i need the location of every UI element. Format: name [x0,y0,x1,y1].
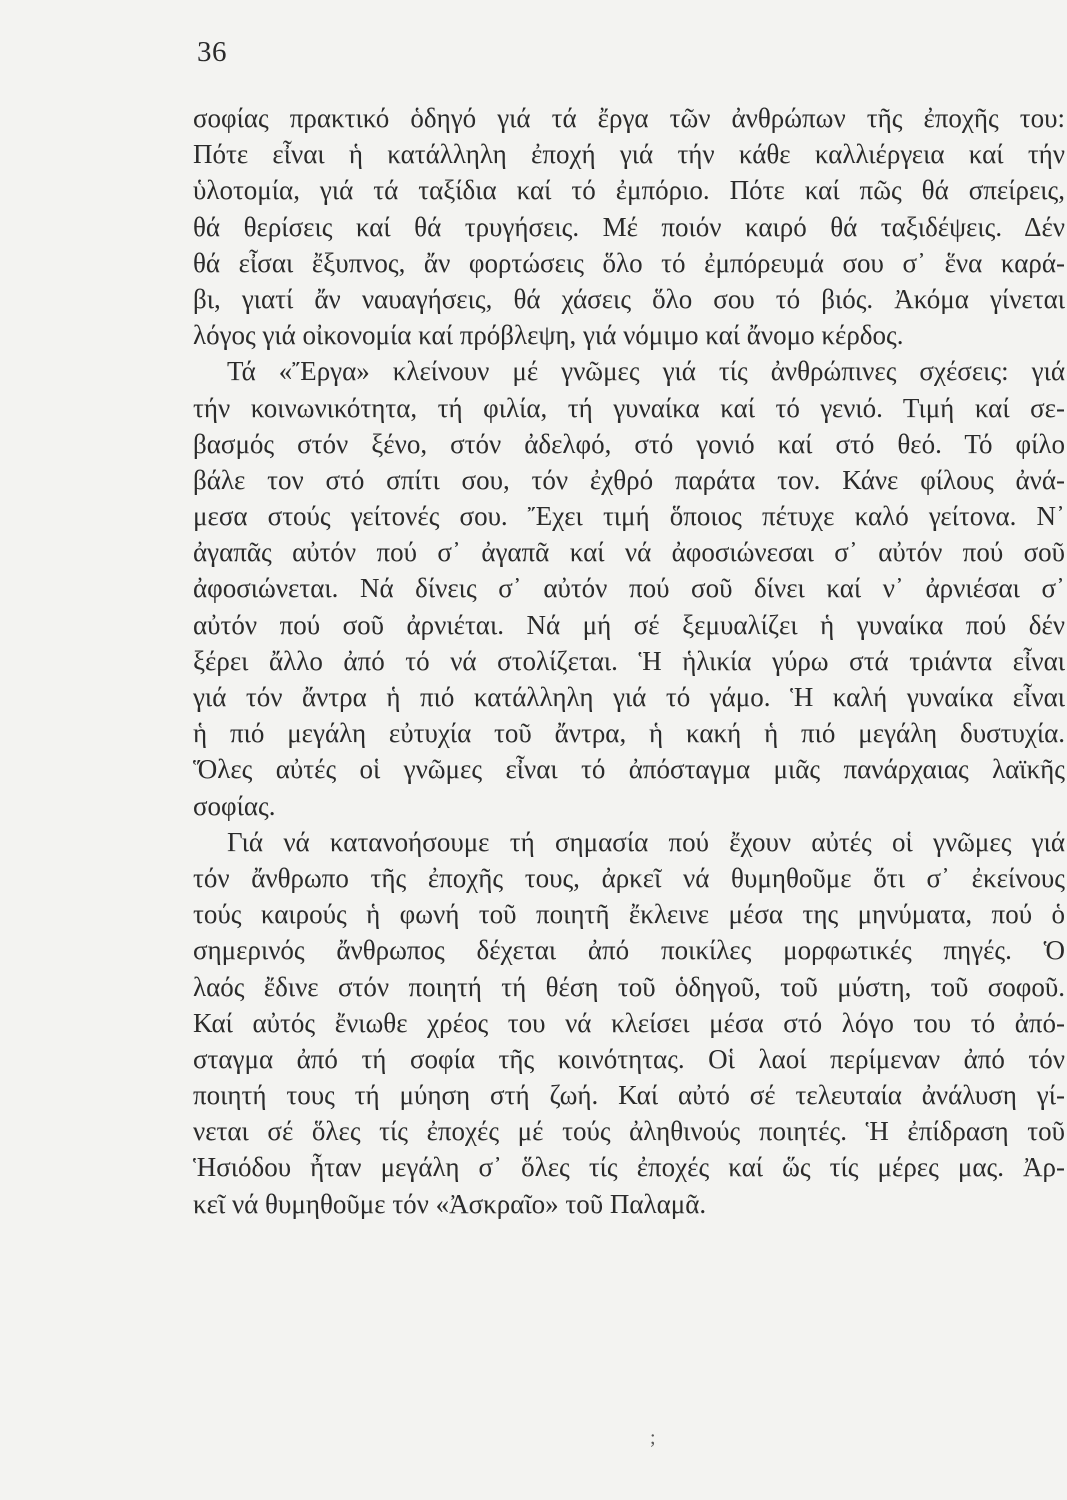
text-line: σοφίας. [193,790,276,821]
text-line: ποιητή τους τή μύηση στή ζωή. Καί αὐτό σέ τελευταία ἀνάλυση γί- [193,1080,1065,1111]
text-line: θά θερίσεις καί θά τρυγήσεις. Μέ ποιόν καιρό θά ταξιδέψεις. Δέν [193,211,1065,242]
body-text [193,100,1065,1222]
text-line: Πότε εἶναι ἡ κατάλληλη ἐποχή γιά τήν κάθε καλλιέργεια καί τήν [193,139,1065,170]
text-line: σταγμα ἀπό τή σοφία τῆς κοινότητας. Οἱ λαοί περίμεναν ἀπό τόν [193,1043,1065,1074]
text-line: βάλε τον στό σπίτι σου, τόν ἐχθρό παράτα τον. Κάνε φίλους ἀνά- [193,464,1065,495]
text-line: ὑλοτομία, γιά τά ταξίδια καί τό ἐμπόριο. Πότε καί πῶς θά σπείρεις, [193,175,1065,206]
text-line: σοφίας πρακτικό ὁδηγό γιά τά ἔργα τῶν ἀνθρώπων τῆς ἐποχῆς του: [193,103,1065,133]
text-line: σημερινός ἄνθρωπος δέχεται ἀπό ποικίλες μορφωτικές πηγές. Ὁ [193,935,1065,966]
page-number: 36 [197,36,227,68]
text-line: αὐτόν πού σοῦ ἀρνιέται. Νά μή σέ ξεμυαλίζει ἡ γυναίκα πού δέν [193,609,1065,640]
text-line: Ἡσιόδου ἦταν μεγάλη σ᾿ ὅλες τίς ἐποχές καί ὥς τίς μέρες μας. Ἀρ- [193,1152,1065,1183]
text-line: νεται σέ ὅλες τίς ἐποχές μέ τούς ἀληθινούς ποιητές. Ἡ ἐπίδραση τοῦ [193,1116,1065,1147]
text-line: λόγος γιά οἰκονομία καί πρόβλεψη, γιά νόμιμο καί ἄνομο κέρδος. [193,320,904,351]
text-line: ἡ πιό μεγάλη εὐτυχία τοῦ ἄντρα, ἡ κακή ἡ πιό μεγάλη δυστυχία. [193,718,1065,749]
text-line: Ὅλες αὐτές οἱ γνῶμες εἶναι τό ἀπόσταγμα μιᾶς πανάρχαιας λαϊκῆς [193,754,1065,785]
text-line: ἀγαπᾶς αὐτόν πού σ᾿ ἀγαπᾶ καί νά ἀφοσιώνεσαι σ᾿ αὐτόν πού σοῦ [193,537,1065,568]
text-line: Καί αὐτός ἔνιωθε χρέος του νά κλείσει μέσα στό λόγο του τό ἀπό- [193,1007,1065,1038]
text-line: λαός ἔδινε στόν ποιητή τή θέση τοῦ ὁδηγοῦ, τοῦ μύστη, τοῦ σοφοῦ. [193,971,1065,1002]
text-line: γιά τόν ἄντρα ἡ πιό κατάλληλη γιά τό γάμο. Ἡ καλή γυναίκα εἶναι [193,682,1065,712]
text-line: βι, γιατί ἄν ναυαγήσεις, θά χάσεις ὅλο σου τό βιός. Ἀκόμα γίνεται [193,283,1065,314]
text-line: θά εἶσαι ἔξυπνος, ἄν φορτώσεις ὅλο τό ἐμπόρευμά σου σ᾿ ἕνα καρά- [193,247,1065,278]
text-line: τήν κοινωνικότητα, τή φιλία, τή γυναίκα καί τό γενιό. Τιμή καί σε- [193,392,1065,423]
text-line: τούς καιρούς ἡ φωνή τοῦ ποιητῆ ἔκλεινε μέσα της μηνύματα, πού ὁ [193,899,1065,930]
text-line: βασμός στόν ξένο, στόν ἀδελφό, στό γονιό καί στό θεό. Τό φίλο [193,428,1065,459]
text-line: κεῖ νά θυμηθοῦμε τόν «Ἀσκραῖο» τοῦ Παλαμᾶ. [193,1188,707,1219]
footer-mark: ; [650,1427,656,1449]
text-line: ξέρει ἄλλο ἀπό τό νά στολίζεται. Ἡ ἡλικία γύρω στά τριάντα εἶναι [193,645,1065,676]
text-line: ἀφοσιώνεται. Νά δίνεις σ᾿ αὐτόν πού σοῦ δίνει καί ν᾿ ἀρνιέσαι σ᾿ [193,573,1065,604]
text-line: Τά «Ἔργα» κλείνουν μέ γνῶμες γιά τίς ἀνθρώπινες σχέσεις: γιά [227,356,1065,387]
text-line: μεσα στούς γείτονές σου. Ἔχει τιμή ὅποιος πέτυχε καλό γείτονα. Ν᾿ [193,501,1065,532]
text-line: Γιά νά κατανοήσουμε τή σημασία πού ἔχουν αὐτές οἱ γνῶμες γιά [227,826,1065,857]
text-line: τόν ἄνθρωπο τῆς ἐποχῆς τους, ἀρκεῖ νά θυμηθοῦμε ὅτι σ᾿ ἐκείνους [193,862,1065,893]
